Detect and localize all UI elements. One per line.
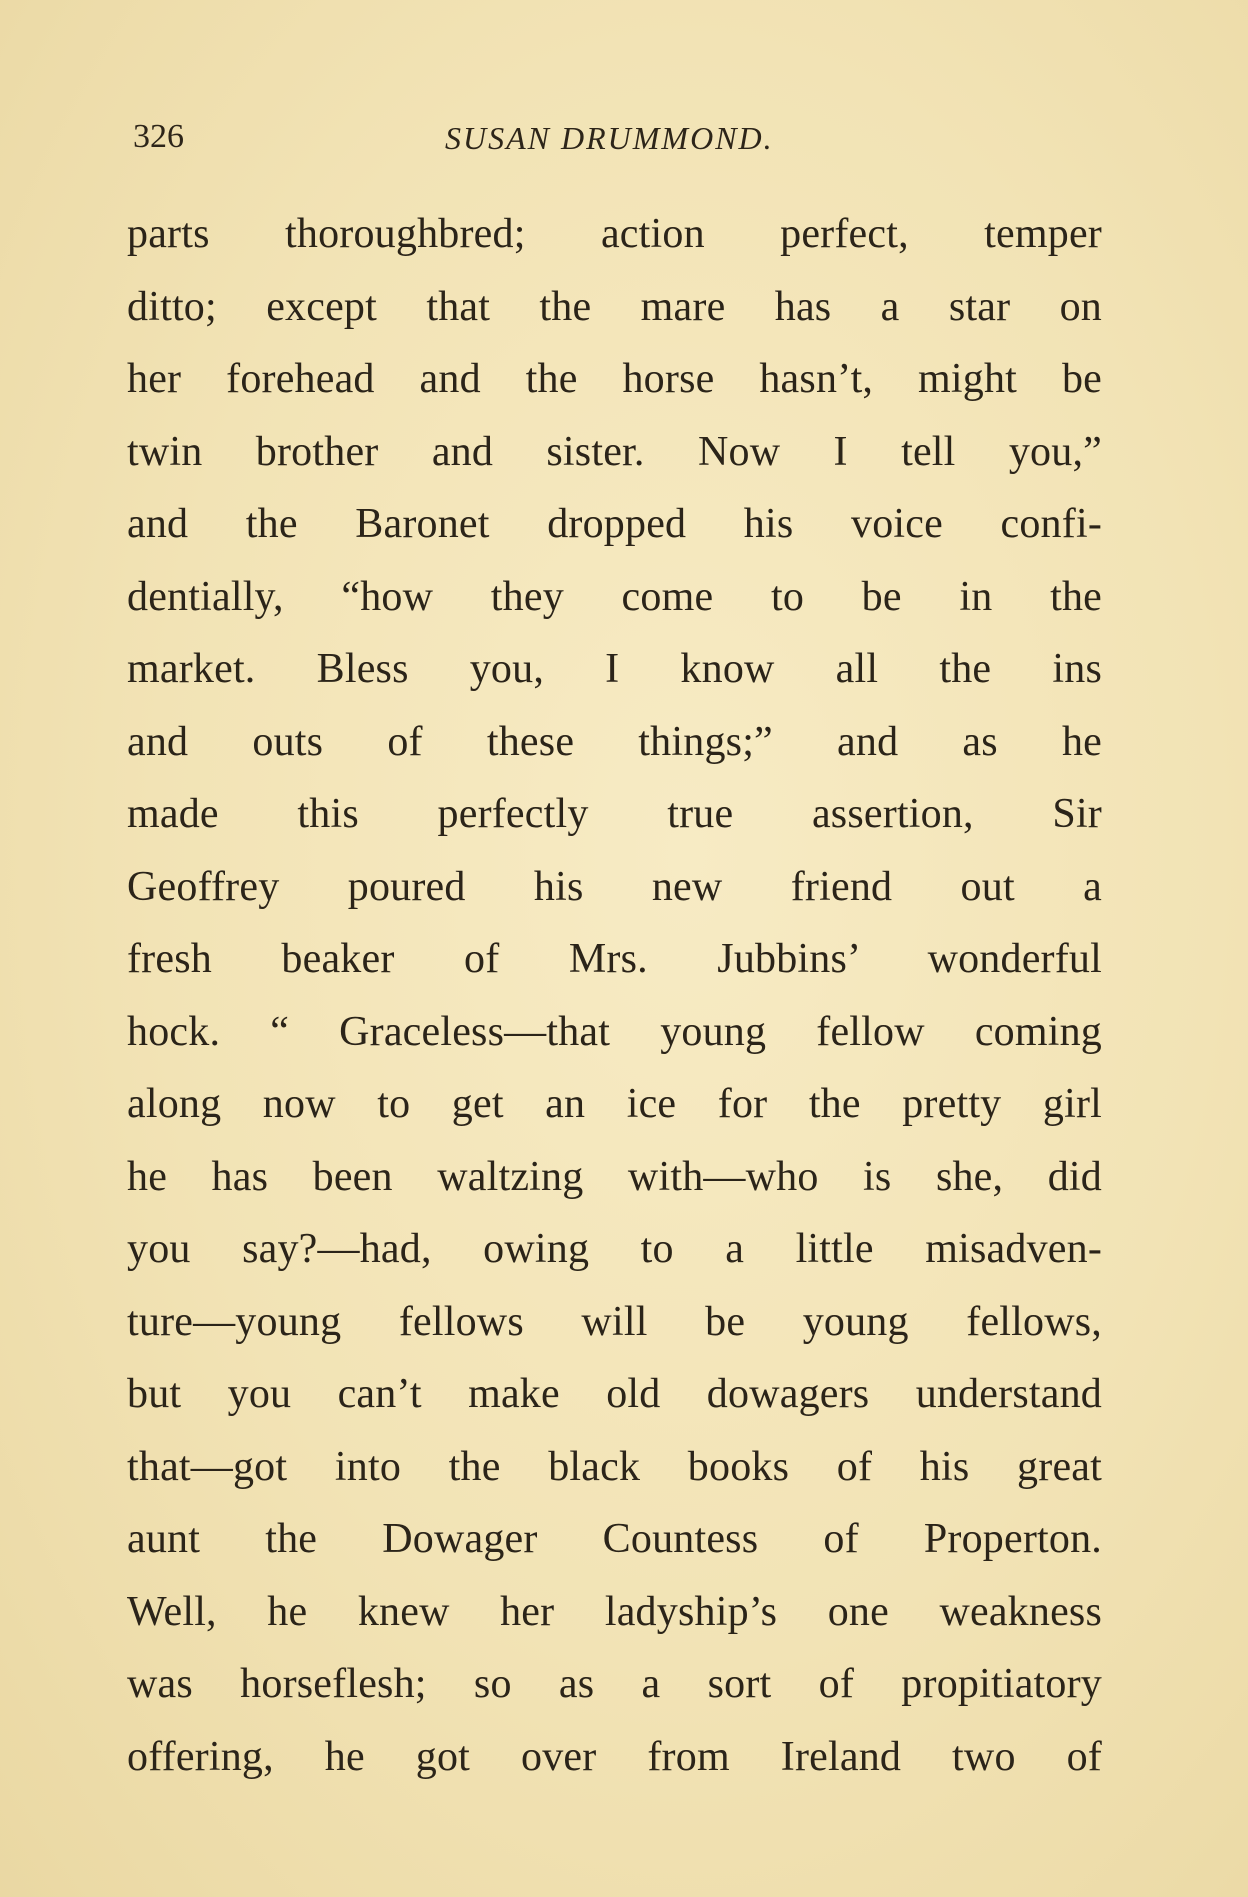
text-line: made this perfectly true assertion, Sir (127, 791, 1102, 837)
text-line: and the Baronet dropped his voice confi- (127, 501, 1102, 547)
text-line: offering, he got over from Ireland two of (127, 1733, 1102, 1780)
page-number: 326 (133, 118, 184, 155)
running-title: SUSAN DRUMMOND. (445, 120, 774, 156)
text-line: but you can’t make old dowagers understand (127, 1371, 1102, 1417)
text-line: aunt the Dowager Countess of Properton. (127, 1516, 1102, 1562)
text-line: market. Bless you, I know all the ins (127, 646, 1102, 692)
text-line: Well, he knew her ladyship’s one weakness (127, 1588, 1102, 1635)
text-line: ture—young fellows will be young fellows, (127, 1298, 1102, 1345)
text-line: he has been waltzing with—who is she, did (127, 1153, 1102, 1200)
text-line: hock. “ Graceless—that young fellow coming (127, 1008, 1102, 1055)
text-line: that—got into the black books of his great (127, 1443, 1102, 1490)
text-line: fresh beaker of Mrs. Jubbins’ wonderful (127, 936, 1102, 982)
page-header (127, 118, 1102, 168)
text-line: her forehead and the horse hasn’t, might be (127, 356, 1102, 402)
text-line: along now to get an ice for the pretty girl (127, 1081, 1102, 1127)
text-line: was horseflesh; so as a sort of propitiatory (127, 1661, 1102, 1707)
text-line: twin brother and sister. Now I tell you,” (127, 428, 1102, 475)
text-line: and outs of these things;” and as he (127, 718, 1102, 765)
body-text (127, 198, 1102, 1793)
text-line: dentially, “how they come to be in the (127, 573, 1102, 620)
text-line: ditto; except that the mare has a star on (127, 283, 1102, 330)
text-line: you say?—had, owing to a little misadven- (127, 1226, 1102, 1272)
text-line: parts thoroughbred; action perfect, temper (127, 211, 1102, 257)
text-line: Geoffrey poured his new friend out a (127, 863, 1102, 910)
